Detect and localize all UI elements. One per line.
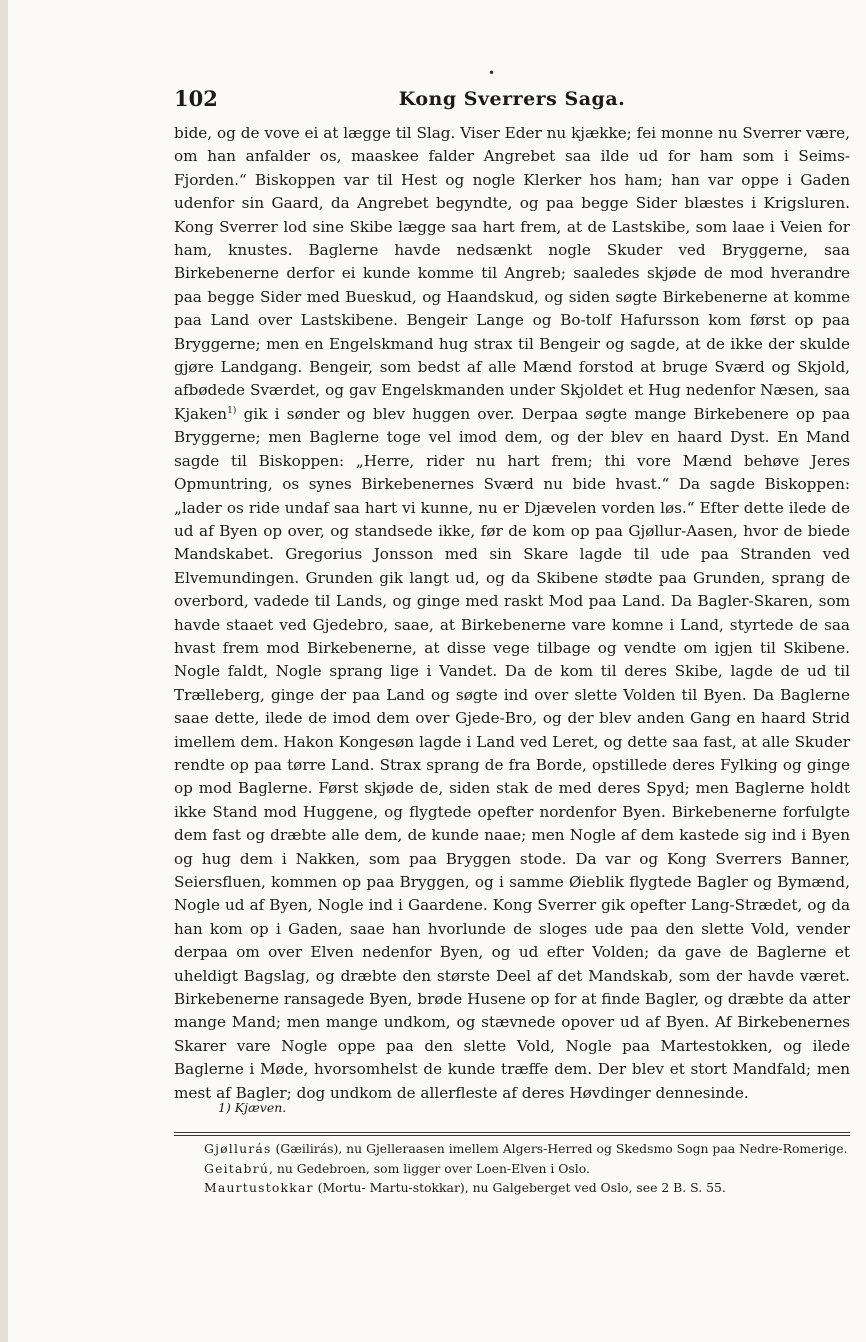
glossary-entry [174,1179,850,1197]
page-number: 102 [174,86,218,111]
body-paragraph-part-1: bide, og de vove ei at lægge til Slag. Viser Eder nu kjække; fei monne nu Sverrer være, om han anfalder os, maaskee falder Angrebet saa ilde ud for ham som i Seims-Fjorden.“ Biskoppen var til Hest og nogle Klerker hos ham; han var oppe i Gaden udenfor sin Gaard, da Angrebet begyndte, og paa begge Sider blæstes i Krigsluren. Kong Sverrer lod sine Skibe lægge saa hart frem, at de Lastskibe, som laae i Veien for ham, knustes. Baglerne havde nedsænkt nogle Skuder ved Bryggerne, saa Birkebenerne derfor ei kunde komme til Angreb; saaledes skjøde de mod hverandre paa begge Sider med Bueskud, og Haandskud, og siden søgte Birkebenerne at komme paa Land over Lastskibene. Bengeir Lange og Bo-tolf Hafursson kom først op paa Bryggerne; men en Engelskmand hug strax til Bengeir og sagde, at de ikke der skulde gjøre Landgang. Bengeir, som bedst af alle Mænd forstod at bruge Sværd og Skjold, afbødede Sværdet, og gav Engelskmanden under Skjoldet et Hug nedenfor Næsen, saa Kjaken [174,124,850,423]
footnote: 1) Kjæven. [218,1100,287,1115]
double-rule-bottom [174,1135,850,1136]
body-paragraph-part-2: gik i sønder og blev huggen over. Derpaa søgte mange Birkebenere op paa Bryggerne; men Baglerne toge vel imod dem, og der blev en haard Dyst. En Mand sagde til Biskoppen: „Herre, rider nu hart frem; thi vore Mænd behøve Jeres Opmuntring, os synes Birkebenernes Sværd nu bide hvast.“ Da sagde Biskoppen: „lader os ride undaf saa hart vi kunne, nu er Djævelen vorden løs.“ Efter dette ilede de ud af Byen op over, og standsede ikke, før de kom op paa Gjøllur-Aasen, hvor de biede Mandskabet. Gregorius Jonsson med sin Skare lagde til ude paa Stranden ved Elvemundingen. Grunden gik langt ud, og da Skibene stødte paa Grunden, sprang de overbord, vadede til Lands, og ginge med raskt Mod paa Land. Da Bagler-Skaren, som havde staaet ved Gjedebro, saae, at Birkebenerne vare komne i Land, styrtede de saa hvast frem mod Birkebenerne, at disse vege tilbage og vendte om igjen til Skibene. Nogle faldt, Nogle sprang lige i Vandet. Da de kom til deres Skibe, lagde de ud til Trælleberg, ginge der paa Land og søgte ind over slette Volden til Byen. Da Baglerne saae dette, ilede de imod dem over Gjede-Bro, og der blev anden Gang en haard Strid imellem dem. Hakon Kongesøn lagde i Land ved Leret, og dette saa fast, at alle Skuder rendte op paa tørre Land. Strax sprang de fra Borde, opstillede deres Fylking og ginge op mod Baglerne. Først skjøde de, siden stak de med deres Spyd; men Baglerne holdt ikke Stand mod Huggene, og flygtede opefter nordenfor Byen. Birkebenerne forfulgte dem fast og dræbte alle dem, de kunde naae; men Nogle af dem kastede sig ind i Byen og hug dem i Nakken, som paa Bryggen stode. Da var og Kong Sverrers Banner, Seiersfluen, kommen op paa Bryggen, og i samme Øieblik flygtede Bagler og Bymænd, Nogle ud af Byen, Nogle ind i Gaardene. Kong Sverrer gik opefter Lang-Strædet, og da han kom op i Gaden, saae han hvorlunde de sloges ude paa den slette Vold, vender derpaa om over Elven nedenfor Byen, og ud efter Volden; da gave de Baglerne et uheldigt Bagslag, og dræbte den største Deel af det Mandskab, som der havde været. Birkebenerne ransagede Byen, brøde Husene op for at finde Bagler, og dræbte da atter mange Mand; men mange undkom, og stævnede opover ud af Byen. Af Birkebenernes Skarer vare Nogle oppe paa den slette Vold, Nogle paa Martestokken, og ilede Baglerne i Møde, hvorsomhelst de kunde træffe dem. Der blev et stort Mandfald; men mest af Bagler; dog undkom de allerfleste af deres Høvdinger dennesinde. [174,404,850,1102]
glossary-term: Maurtustokkar [204,1180,314,1195]
running-title: Kong Sverrers Saga. [398,88,626,110]
body-paragraph [174,122,850,1105]
body-text [174,122,850,1105]
glossary-entry [174,1160,850,1178]
glossary-entry [174,1140,850,1158]
glossary-text: (Gæilirás), nu Gjelleraasen imellem Algers-Herred og Skedsmo Sogn paa Nedre-Romerige. [271,1141,848,1156]
double-rule-top [174,1132,850,1133]
ink-dot: • [488,66,496,80]
page-header [174,86,850,116]
glossary-notes [174,1140,850,1199]
glossary-text: , nu Gedebroen, som ligger over Loen-Elven i Oslo. [269,1160,590,1176]
glossary-term: Geitabrú [204,1160,269,1176]
footnote-marker: 1) [227,405,237,416]
glossary-term: Gjøllurás [204,1141,272,1156]
glossary-text: (Mortu- Martu-stokkar), nu Galgeberget ved Oslo, see 2 B. S. 55. [313,1180,726,1195]
